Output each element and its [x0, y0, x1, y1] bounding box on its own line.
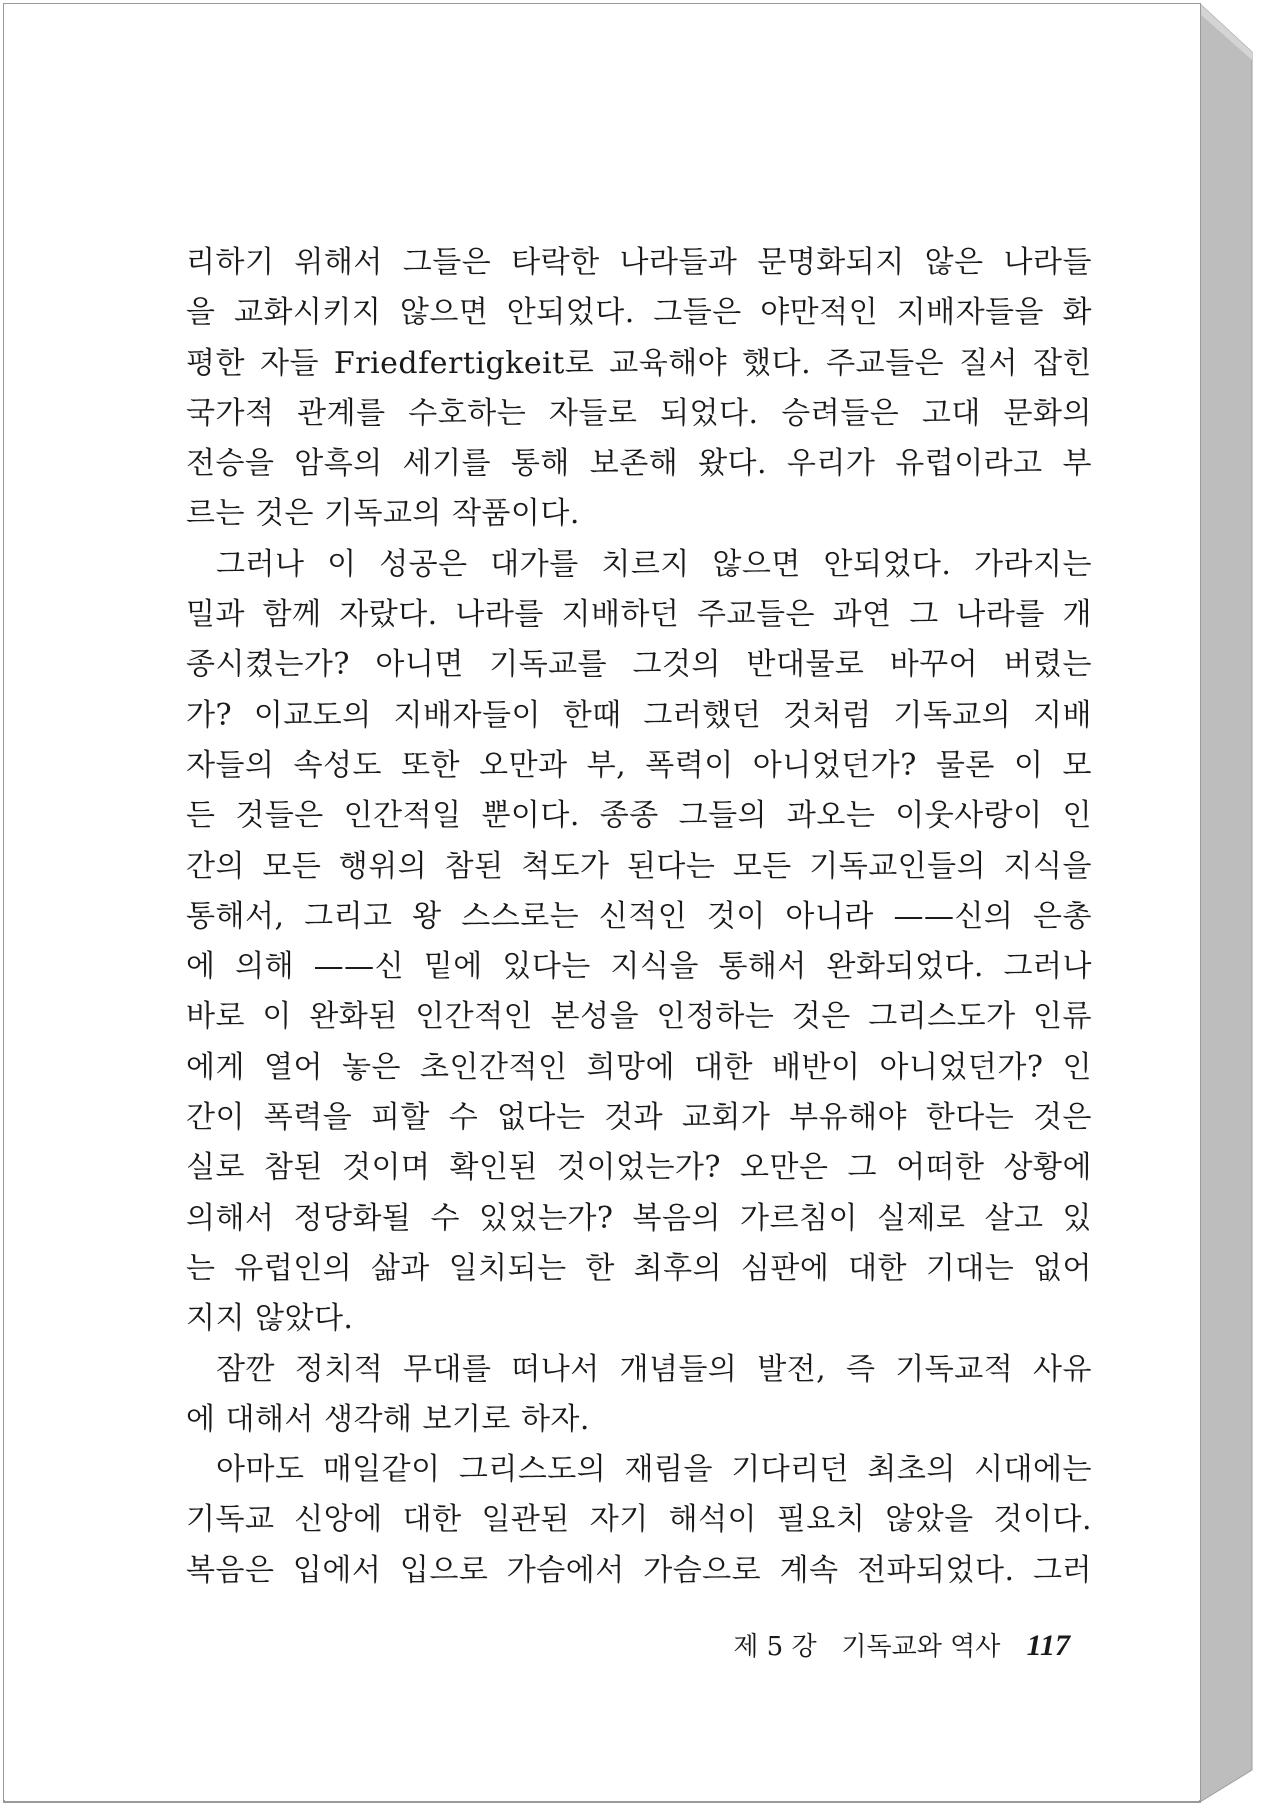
text-line: 국가적 관계를 수호하는 자들로 되었다. 승려들은 고대 문화의 [186, 395, 1092, 431]
text-line: 그러나 이 성공은 대가를 치르지 않으면 안되었다. 가라지는 [216, 546, 1092, 582]
text-line: 평한 자들 Friedfertigkeit로 교육해야 했다. 주교들은 질서 잡힌 [186, 345, 1092, 381]
paragraph [186, 540, 1092, 1345]
text-line: 가? 이교도의 지배자들이 한때 그러했던 것처럼 기독교의 지배 [186, 697, 1092, 733]
text-line: 지지 않았다. [186, 1301, 354, 1337]
text-line: 에 의해 ——신 밑에 있다는 지식을 통해서 완화되었다. 그러나 [186, 949, 1092, 985]
text-line: 에게 열어 놓은 초인간적인 희망에 대한 배반이 아니었던가? 인 [186, 1049, 1092, 1085]
text-line: 복음은 입에서 입으로 가슴에서 가슴으로 계속 전파되었다. 그러 [186, 1552, 1092, 1588]
text-line: 르는 것은 기독교의 작품이다. [186, 496, 580, 532]
text-line: 전승을 암흑의 세기를 통해 보존해 왔다. 우리가 유럽이라고 부 [186, 446, 1092, 482]
text-line: 자들의 속성도 또한 오만과 부, 폭력이 아니었던가? 물론 이 모 [186, 747, 1092, 783]
text-line: 는 유럽인의 삶과 일치되는 한 최후의 심판에 대한 기대는 없어 [186, 1250, 1092, 1286]
running-footer [640, 1626, 1070, 1663]
text-line: 아마도 매일같이 그리스도의 재림을 기다리던 최초의 시대에는 [216, 1452, 1092, 1488]
paragraph [186, 1345, 1092, 1446]
body-text [186, 238, 1092, 1596]
text-line: 실로 참된 것이며 확인된 것이었는가? 오만은 그 어떠한 상황에 [186, 1150, 1092, 1186]
text-line: 간이 폭력을 피할 수 없다는 것과 교회가 부유해야 한다는 것은 [186, 1100, 1092, 1136]
footer-title: 기독교와 역사 [841, 1632, 1001, 1662]
text-line: 을 교화시키지 않으면 안되었다. 그들은 야만적인 지배자들을 화 [186, 295, 1092, 331]
text-line: 종시켰는가? 아니면 기독교를 그것의 반대물로 바꾸어 버렸는 [186, 647, 1092, 683]
page-number: 117 [1026, 1629, 1070, 1662]
footer-chapter: 제 5 강 [733, 1632, 817, 1662]
text-line: 간의 모든 행위의 참된 척도가 된다는 모든 기독교인들의 지식을 [186, 848, 1092, 884]
paragraph [186, 238, 1092, 540]
text-line: 의해서 정당화될 수 있었는가? 복음의 가르침이 실제로 살고 있 [186, 1200, 1092, 1236]
text-line: 밀과 함께 자랐다. 나라를 지배하던 주교들은 과연 그 나라를 개 [186, 597, 1092, 633]
paragraph [186, 1445, 1092, 1596]
text-line: 통해서, 그리고 왕 스스로는 신적인 것이 아니라 ——신의 은총 [186, 898, 1092, 934]
text-line: 잠깐 정치적 무대를 떠나서 개념들의 발전, 즉 기독교적 사유 [216, 1351, 1092, 1387]
text-line: 기독교 신앙에 대한 일관된 자기 해석이 필요치 않았을 것이다. [186, 1502, 1092, 1538]
text-line: 바로 이 완화된 인간적인 본성을 인정하는 것은 그리스도가 인류 [186, 999, 1092, 1035]
text-line: 든 것들은 인간적일 뿐이다. 종종 그들의 과오는 이웃사랑이 인 [186, 798, 1092, 834]
text-line: 에 대해서 생각해 보기로 하자. [186, 1401, 590, 1437]
text-line: 리하기 위해서 그들은 타락한 나라들과 문명화되지 않은 나라들 [186, 245, 1092, 280]
